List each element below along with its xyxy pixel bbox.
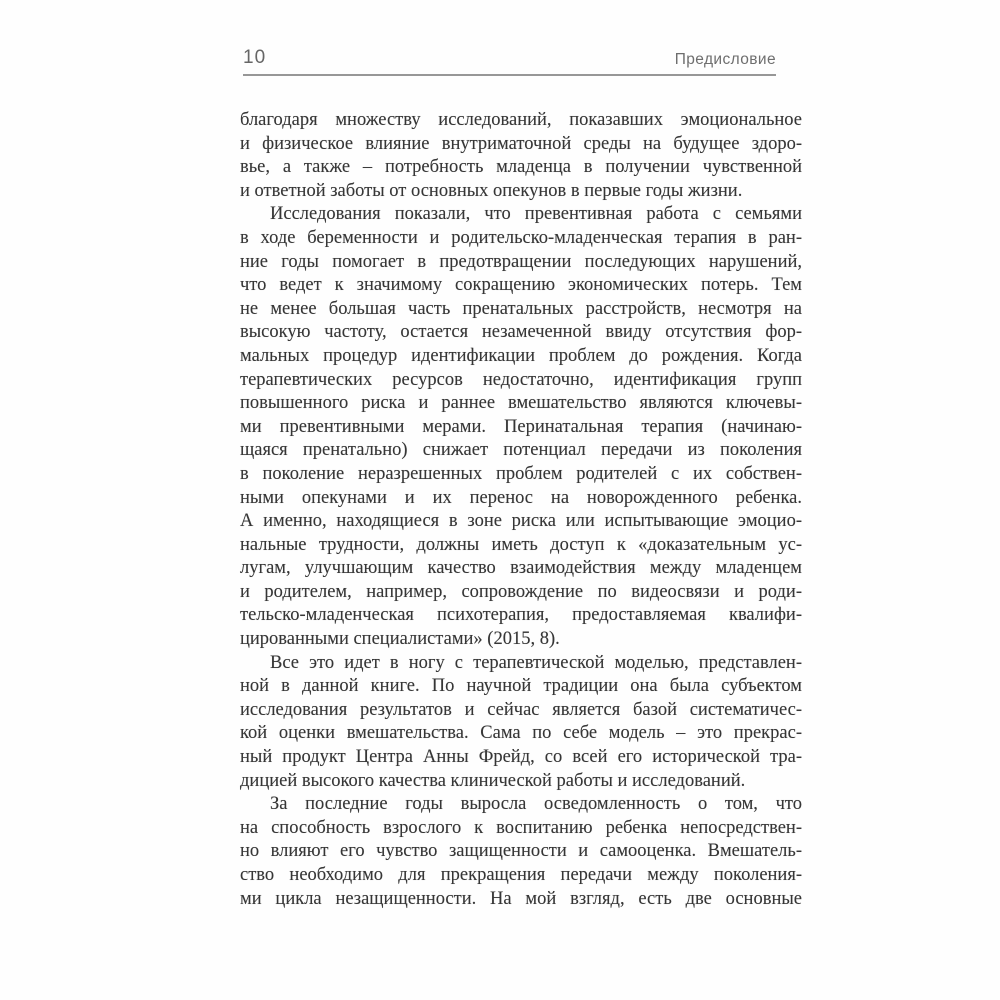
text-line: Исследования показали, что превентивная работа с семьями [270, 204, 802, 225]
text-line: в поколение неразрешенных проблем родителей с их собствен- [240, 463, 802, 484]
text-line: ми превентивными мерами. Перинатальная терапия (начинаю- [240, 416, 802, 437]
text-line: дицией высокого качества клинической работы и исследований. [240, 770, 746, 791]
text-line: и ответной заботы от основных опекунов в первые годы жизни. [240, 180, 743, 201]
text-line: За последние годы выросла осведомленность о том, что [270, 794, 802, 815]
paragraph [240, 109, 802, 203]
text-line: ный продукт Центра Анны Фрейд, со всей его исторической тра- [240, 747, 802, 768]
running-title: Предисловие [674, 50, 776, 68]
text-line: на способность взрослого к воспитанию ребенка непосредствен- [240, 817, 802, 838]
text-line: нальные трудности, должны иметь доступ к «доказательным ус- [240, 534, 802, 555]
text-line: мальных процедур идентификации проблем до рождения. Когда [240, 345, 802, 366]
paragraph [240, 652, 802, 794]
text-line: и родителем, например, сопровождение по видеосвязи и роди- [240, 581, 802, 602]
paragraph [240, 203, 802, 651]
text-line: ство необходимо для прекращения передачи между поколения- [240, 865, 802, 885]
text-line: щаяся пренатально) снижает потенциал передачи из поколения [240, 440, 802, 461]
text-line: но влияют его чувство защищенности и самооценка. Вмешатель- [240, 841, 802, 862]
body-text [240, 109, 802, 911]
text-line: и физическое влияние внутриматочной среды на будущее здоро- [240, 133, 802, 154]
text-line: высокую частоту, остается незамеченной ввиду отсутствия фор- [240, 322, 802, 343]
text-line: вье, а также – потребность младенца в получении чувственной [240, 157, 802, 178]
text-line: что ведет к значимому сокращению экономических потерь. Тем [240, 275, 802, 296]
text-line: ние годы помогает в предотвращении последующих нарушений, [240, 251, 802, 272]
text-line: терапевтических ресурсов недостаточно, идентификация групп [240, 369, 802, 390]
text-line: не менее большая часть пренатальных расстройств, несмотря на [240, 298, 802, 319]
text-line: ной в данной книге. По научной традиции она была субъектом [240, 676, 802, 697]
text-line: исследования результатов и сейчас является базой систематичес- [240, 699, 802, 720]
text-line: в ходе беременности и родительско-младенческая терапия в ран- [240, 227, 802, 248]
text-line: кой оценки вмешательства. Сама по себе модель – это прекрас- [240, 723, 802, 744]
text-line: ными опекунами и их перенос на новорожденного ребенка. [240, 487, 802, 508]
text-line: повышенного риска и раннее вмешательство являются ключевы- [240, 393, 802, 414]
text-line: тельско-младенческая психотерапия, предоставляемая квалифи- [240, 605, 802, 626]
text-line: благодаря множеству исследований, показавших эмоциональное [240, 110, 802, 130]
text-line: ми цикла незащищенности. На мой взгляд, есть две основные [240, 888, 802, 909]
page-number: 10 [243, 47, 267, 68]
text-line: цированными специалистами» (2015, 8). [240, 629, 560, 650]
paragraph [240, 793, 802, 911]
text-line: Все это идет в ногу с терапевтической моделью, представлен- [270, 652, 802, 673]
text-line: лугам, улучшающим качество взаимодействия между младенцем [240, 558, 802, 579]
text-line: А именно, находящиеся в зоне риска или испытывающие эмоцио- [240, 511, 802, 532]
running-head [243, 48, 776, 76]
